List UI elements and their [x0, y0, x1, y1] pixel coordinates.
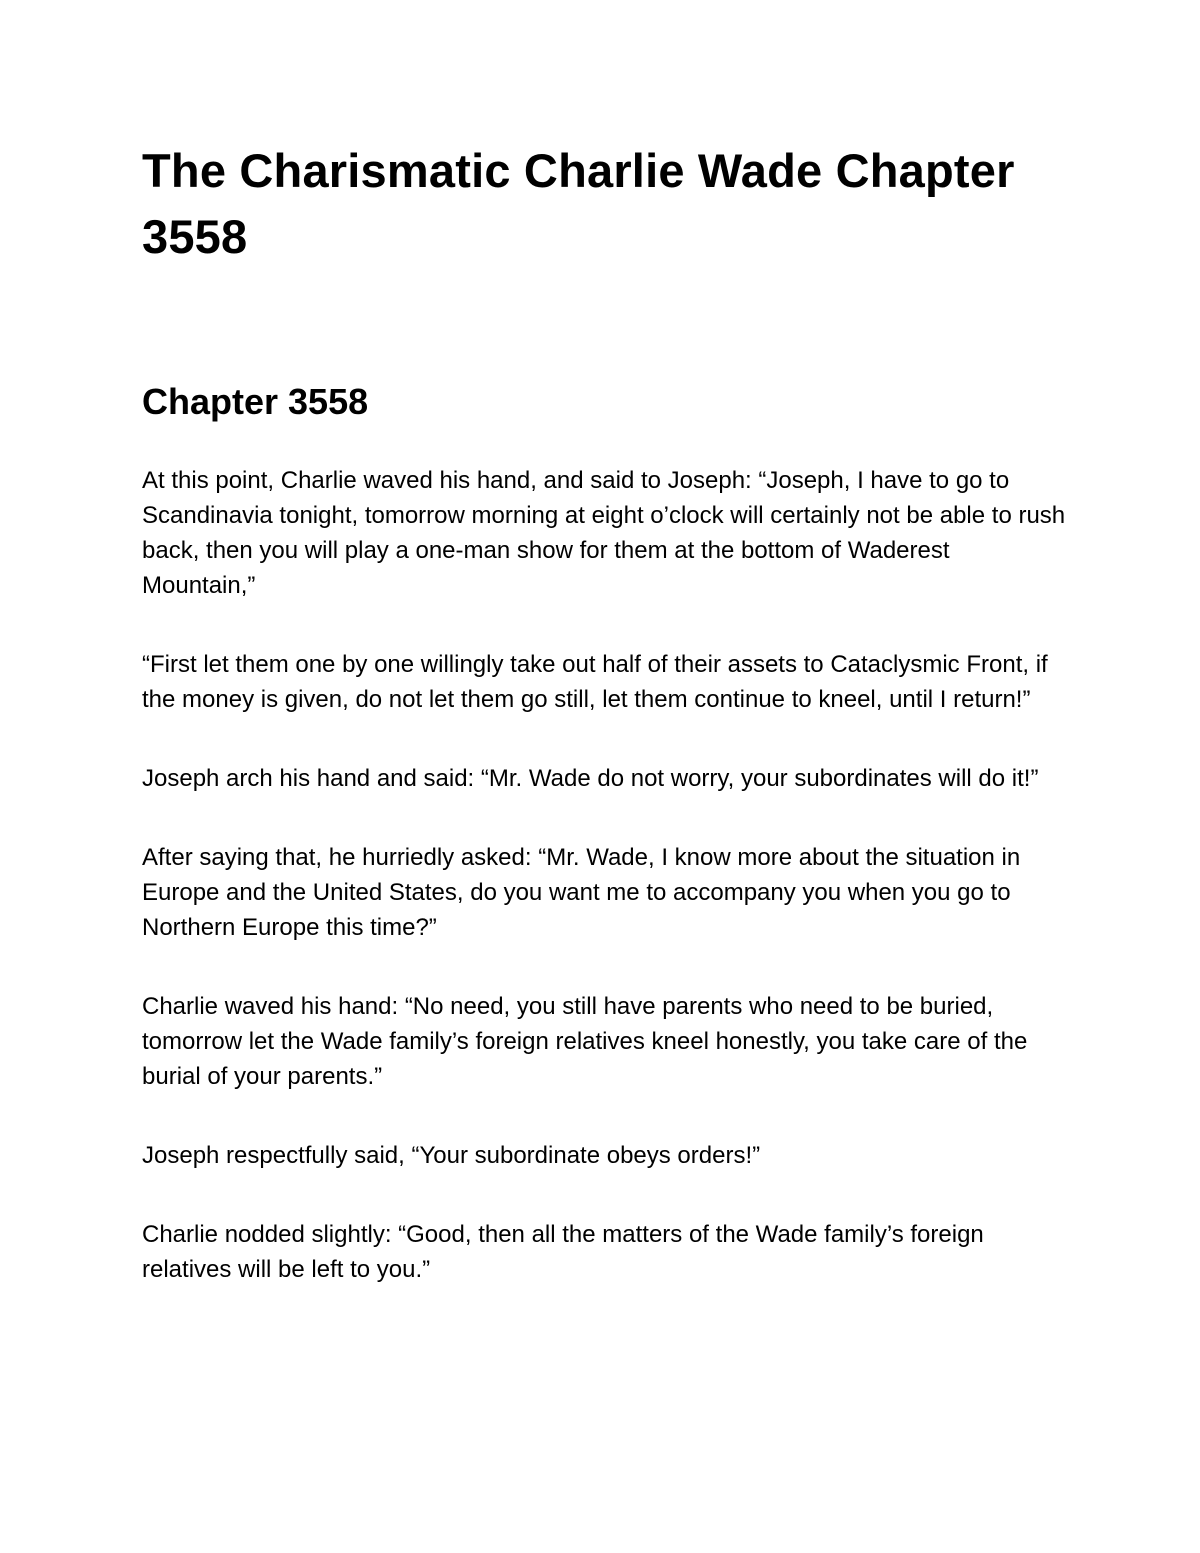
- chapter-heading: Chapter 3558: [142, 381, 369, 422]
- paragraph: At this point, Charlie waved his hand, and said to Joseph: “Joseph, I have to go to Scandinavia tonight, tomorrow morning at eight o’clock will certainly not be able to rush back, then you will play a one-man show for them at the bottom of Waderest Mountain,”: [142, 467, 1066, 599]
- paragraph: Charlie nodded slightly: “Good, then all the matters of the Wade family’s foreign relatives will be left to you.”: [142, 1221, 984, 1283]
- chapter-body: [142, 463, 1067, 1331]
- document-title: The Charismatic Charlie Wade Chapter 3558: [142, 144, 1015, 263]
- paragraph: After saying that, he hurriedly asked: “Mr. Wade, I know more about the situation in Europe and the United States, do you want me to accompany you when you go to Northern Europe this time?”: [142, 844, 1021, 941]
- paragraph: Joseph respectfully said, “Your subordinate obeys orders!”: [142, 1142, 761, 1169]
- paragraph: Joseph arch his hand and said: “Mr. Wade do not worry, your subordinates will do it!”: [142, 765, 1039, 792]
- paragraph: “First let them one by one willingly take out half of their assets to Cataclysmic Front, if the money is given, do not let them go still, let them continue to kneel, until I return!”: [142, 651, 1048, 713]
- paragraph: Charlie waved his hand: “No need, you still have parents who need to be buried, tomorrow let the Wade family’s foreign relatives kneel honestly, you take care of the burial of your parents.”: [142, 993, 1028, 1090]
